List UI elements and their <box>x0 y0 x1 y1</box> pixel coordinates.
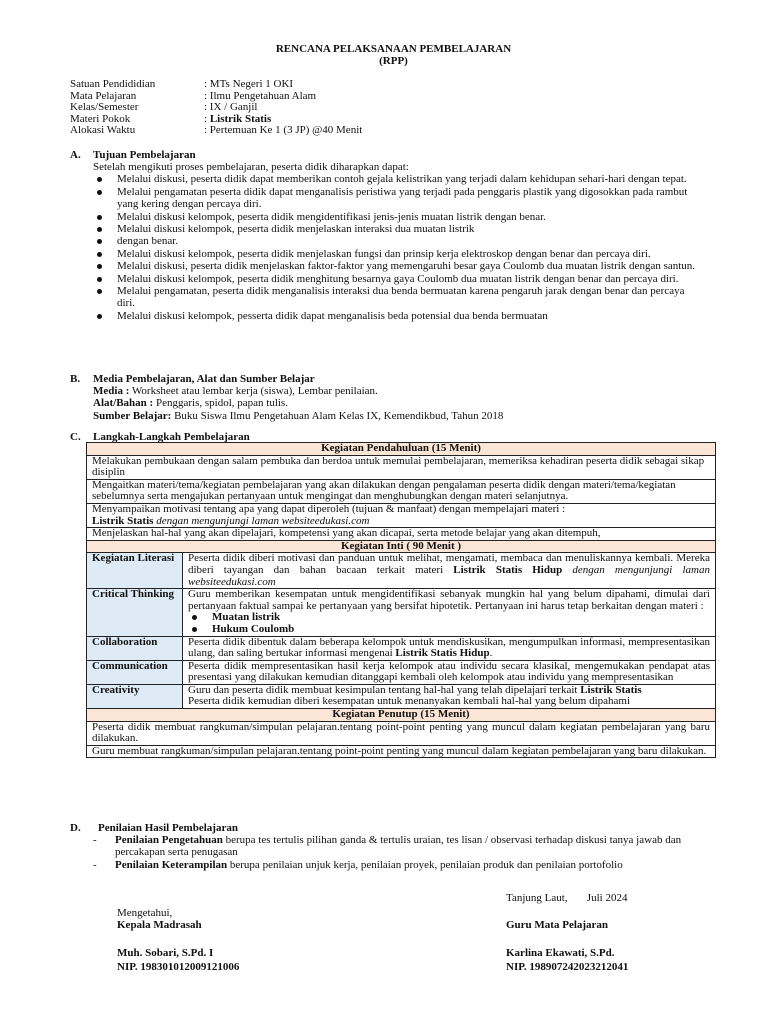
table-row <box>87 636 716 660</box>
identity-value: : Ilmu Pengetahuan Alam <box>204 89 317 102</box>
table-row <box>87 540 716 553</box>
table-row <box>87 709 716 722</box>
table-row <box>87 553 716 589</box>
collab-end: . <box>489 647 493 660</box>
assessment-desc: berupa tes tertulis pilihan ganda & tertulis uraian, tes lisan / observasi terhadap diskusi tanya jawab dan percakapan serta penugasan <box>115 834 682 859</box>
literasi-label: Kegiatan Literasi <box>87 553 183 589</box>
document-title: RENCANA PELAKSANAAN PEMBELAJARAN <box>275 43 512 55</box>
media-line <box>93 385 703 397</box>
creat-text-2: Peserta didik kemudian diberi kesempatan untuk menanyakan kembali hal-hal yang belum dipahami <box>188 695 631 708</box>
left-name: Muh. Sobari, S.Pd. I <box>117 947 214 959</box>
literasi-bold: Listrik Statis Hidup <box>453 563 563 576</box>
section-title: Media Pembelajaran, Alat dan Sumber Belajar <box>93 373 315 385</box>
section-title: Penilaian Hasil Pembelajaran <box>98 822 238 834</box>
alat-line <box>93 397 703 409</box>
right-nip-wrap <box>506 961 628 973</box>
table-cell: Mengaitkan materi/tema/kegiatan pembelajaran yang akan dilakukan dengan pengalaman peserta didik dengan materi/tema/kegiatan sebelumnya serta mengajukan pertanyaan untuk mengingat dan menghubungkan dengan materi selanjutnya. <box>87 479 716 503</box>
assessment-bold: Penilaian Pengetahuan <box>115 834 223 846</box>
identity-row <box>70 79 362 91</box>
sumber-line <box>93 410 703 422</box>
identity-value: : MTs Negeri 1 OKI <box>204 78 294 90</box>
critical-list <box>188 612 710 635</box>
right-role: Guru Mata Pelajaran <box>506 919 609 931</box>
right-nip: NIP. 198907242023212041 <box>506 961 629 973</box>
assessment-bold: Penilaian Keterampilan <box>115 858 228 871</box>
identity-label: Satuan Pendididian <box>70 78 156 90</box>
section-d-heading <box>70 822 238 834</box>
table-row <box>87 479 716 503</box>
motivasi-detail <box>92 516 710 528</box>
document-subtitle: (RPP) <box>379 55 408 67</box>
left-role-wrap <box>117 919 202 931</box>
creat-label: Creativity <box>87 684 183 708</box>
inti-heading: Kegiatan Inti ( 90 Menit ) <box>87 540 716 553</box>
left-nip: NIP. 198301012009121006 <box>117 961 240 973</box>
list-item: Melalui diskusi, peserta didik dapat memberikan contoh gejala kelistrikan yang terjadi dalam kehidupan sehari-hari dengan tepat. <box>93 173 703 185</box>
dash-marker: - <box>93 858 97 871</box>
list-item: Melalui diskusi kelompok, peserta didik mengidentifikasi jenis-jenis muatan listrik dengan benar. <box>93 211 703 223</box>
critical-label: Critical Thinking <box>87 589 183 636</box>
list-item: Melalui pengamatan peserta didik dapat menganalisis peristiwa yang terjadi pada penggaris plastik yang digosokkan pada rambut yang kering dengan percaya diri. <box>93 186 703 211</box>
list-item: Melalui diskusi kelompok, peserta didik menghitung besarnya gaya Coulomb dua muatan listrik dengan benar dan percaya diri. <box>93 273 703 285</box>
assessment-desc: berupa penilaian unjuk kerja, penilaian proyek, penilaian produk dan penilaian portofolio <box>227 858 623 871</box>
section-number: B. <box>70 373 81 385</box>
place-date: Tanjung Laut, Juli 2024 <box>506 892 628 904</box>
table-cell: Menjelaskan hal-hal yang akan dipelajari, kompetensi yang akan dicapai, serta metode belajar yang akan ditempuh, <box>87 528 716 541</box>
dash-marker: - <box>93 834 97 846</box>
right-name: Karlina Ekawati, S.Pd. <box>506 947 615 959</box>
table-cell: Melakukan pembukaan dengan salam pembuka dan berdoa untuk memulai pembelajaran, memeriksa kehadiran peserta didik sebagai sikap disiplin <box>87 455 716 479</box>
pendahuluan-heading: Kegiatan Pendahuluan (15 Menit) <box>87 443 716 456</box>
table-row <box>87 528 716 541</box>
left-known: Mengetahui, <box>117 907 173 919</box>
table-row <box>87 684 716 708</box>
assessment-text <box>115 834 719 859</box>
identity-label: Alokasi Waktu <box>70 124 136 137</box>
left-nip-wrap <box>117 961 239 973</box>
section-number: A. <box>70 149 81 161</box>
media-value: Worksheet atau lembar kerja (siswa), Lembar penilaian. <box>129 385 378 397</box>
list-item: Melalui diskusi kelompok, peserta didik menjelaskan interaksi dua muatan listrik <box>93 223 703 235</box>
table-cell <box>87 503 716 527</box>
motivasi-italic: dengan mengunjungi laman websiteedukasi.com <box>153 514 370 527</box>
literasi-cell <box>183 553 716 589</box>
section-title: Langkah-Langkah Pembelajaran <box>93 431 250 443</box>
identity-value: : IX / Ganjil <box>204 101 258 114</box>
sumber-label: Sumber Belajar: <box>93 409 172 422</box>
list-item: Hukum Coulomb <box>188 624 710 636</box>
collab-text: Peserta didik dibentuk dalam beberapa kelompok untuk mendiskusikan, mengumpulkan informasi, mempresentasikan ulang, dan saling bertukar informasi mengenai <box>188 635 710 660</box>
comm-cell: Peserta didik mempresentasikan hasil kerja kelompok atau individu secara klasikal, mengemukakan pendapat atas presentasi yang dilakukan kemudian ditanggapi kembali oleh kelompok atau individu yang mempresentasikan <box>183 660 716 684</box>
section-number: D. <box>70 822 81 834</box>
identity-block <box>70 79 362 137</box>
left-name-wrap <box>117 947 213 959</box>
literasi-text: Peserta didik diberi motivasi dan panduan untuk melihat, mengamati, membaca dan menuliskannya kembali. Mereka diberi tayangan dan bahan bacaan terkait materi <box>188 552 710 576</box>
table-cell: Peserta didik membuat rangkuman/simpulan pelajaran.tentang point-point penting yang muncul dalam kegiatan pembelajaran yang baru dilakukan. <box>87 721 716 745</box>
table-cell: Guru membuat rangkuman/simpulan pelajaran.tentang point-point penting yang muncul dalam kegiatan pembelajaran yang baru dilakukan. <box>87 745 716 758</box>
right-role-wrap <box>506 919 608 931</box>
list-item <box>93 859 719 871</box>
learning-steps-table <box>86 442 716 758</box>
section-b-heading <box>70 373 315 385</box>
creat-cell <box>183 684 716 708</box>
collab-cell <box>183 636 716 660</box>
section-a-intro: Setelah mengikuti proses pembelajaran, peserta didik diharapkan dapat: <box>93 161 409 173</box>
list-item: Melalui diskusi kelompok, pesserta didik dapat menganalisis beda potensial dua benda bermuatan <box>93 310 703 322</box>
assessment-text <box>115 859 623 871</box>
list-item <box>93 834 719 859</box>
list-item: dengan benar. <box>93 235 703 247</box>
list-item: Melalui diskusi kelompok, peserta didik menjelaskan fungsi dan prinsip kerja elektroskop dengan benar dan percaya diri. <box>93 248 703 260</box>
literasi-italic: dengan mengunjungi laman websiteedukasi.com <box>188 563 711 588</box>
section-a-body <box>93 161 703 322</box>
list-item: Melalui pengamatan, peserta didik menganalisis interaksi dua benda bermuatan karena pengaruh jarak dengan benar dan percaya diri. <box>93 285 703 310</box>
section-b-body <box>93 385 703 422</box>
assessment-list <box>93 834 719 871</box>
list-item: Muatan listrik <box>188 612 710 624</box>
table-row <box>87 660 716 684</box>
identity-label: Mata Pelajaran <box>70 89 137 102</box>
table-row <box>87 745 716 758</box>
identity-value-bold: Listrik Statis <box>209 112 272 125</box>
media-label: Media : <box>93 385 130 397</box>
critical-text: Guru memberikan kesempatan untuk mengidentifikasi sebanyak mungkin hal yang belum dipahami, dimulai dari pertanyaan faktual sampai ke pertanyaan yang bersifat hipotetik. Pertanyaan ini harus tetap berkaitan dengan materi : <box>188 588 710 612</box>
penutup-heading: Kegiatan Penutup (15 Menit) <box>87 709 716 722</box>
table-row <box>87 443 716 456</box>
sumber-value: Buku Siswa Ilmu Pengetahuan Alam Kelas IX, Kemendikbud, Tahun 2018 <box>171 409 504 422</box>
identity-row <box>70 125 362 137</box>
objective-list <box>93 173 703 322</box>
identity-label: Kelas/Semester <box>70 101 139 114</box>
table-row <box>87 503 716 527</box>
identity-label: Materi Pokok <box>70 112 131 125</box>
creat-text: Guru dan peserta didik membuat kesimpulan tentang hal-hal yang telah dipelajari terkait <box>188 683 581 696</box>
collab-label: Collaboration <box>87 636 183 660</box>
table-row <box>87 455 716 479</box>
critical-cell <box>183 589 716 636</box>
section-number: C. <box>70 431 81 443</box>
identity-value: : Pertemuan Ke 1 (3 JP) @40 Menit <box>204 124 363 137</box>
list-item: Melalui diskusi, peserta didik menjelaskan faktor-faktor yang memengaruhi besar gaya Coulomb dua muatan listrik dengan santun. <box>93 260 703 272</box>
motivasi-bold: Listrik Statis <box>92 514 154 527</box>
alat-value: Penggaris, spidol, papan tulis. <box>153 397 288 410</box>
table-row <box>87 721 716 745</box>
collab-bold: Listrik Statis Hidup <box>395 647 490 660</box>
table-row <box>87 589 716 636</box>
alat-label: Alat/Bahan : <box>93 397 154 410</box>
identity-prefix: : <box>204 112 210 125</box>
section-a-heading <box>70 149 196 161</box>
right-name-wrap <box>506 947 615 959</box>
motivasi-text: Menyampaikan motivasi tentang apa yang dapat diperoleh (tujuan & manfaat) dengan mempelajari materi : <box>92 502 566 515</box>
left-role: Kepala Madrasah <box>117 919 202 931</box>
section-title: Tujuan Pembelajaran <box>93 149 196 161</box>
comm-label: Communication <box>87 660 183 684</box>
creat-bold: Listrik Statis <box>580 683 642 696</box>
